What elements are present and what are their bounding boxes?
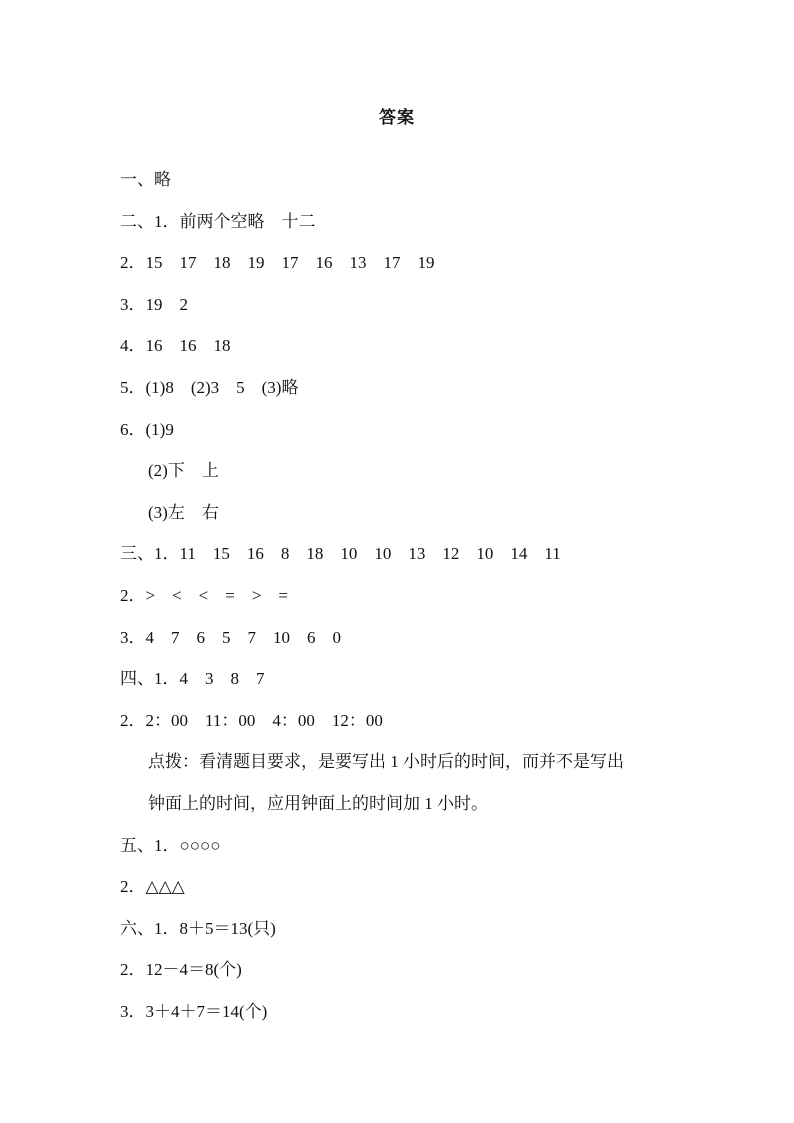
answer-line-4: 3．19 2: [120, 295, 188, 314]
answer-line-18: 2．12－4＝8(个): [120, 960, 242, 979]
hint-line-2: 钟面上的时间，应用钟面上的时间加 1 小时。: [148, 794, 488, 813]
answer-line-12: 3．4 7 6 5 7 10 6 0: [120, 628, 341, 647]
answer-line-19: 3．3＋4＋7＝14(个): [120, 1002, 268, 1021]
answer-line-2: 二、1．前两个空略 十二: [120, 212, 316, 231]
answer-line-13: 四、1．4 3 8 7: [120, 669, 265, 688]
answer-line-14: 2．2：00 11：00 4：00 12：00: [120, 711, 383, 730]
answer-line-17: 六、1．8＋5＝13(只): [120, 919, 276, 938]
answer-line-3: 2．15 17 18 19 17 16 13 17 19: [120, 253, 435, 272]
hint-line-1: 点拨：看清题目要求，是要写出 1 小时后的时间，而并不是写出: [148, 752, 624, 771]
answer-line-1: 一、略: [120, 170, 171, 189]
answer-line-10: 三、1．11 15 16 8 18 10 10 13 12 10 14 11: [120, 544, 561, 563]
page-title: 答案: [379, 108, 415, 127]
answer-line-9: (3)左 右: [148, 503, 219, 522]
answer-line-7: 6．(1)9: [120, 420, 174, 439]
answer-line-5: 4．16 16 18: [120, 336, 231, 355]
answer-line-6: 5．(1)8 (2)3 5 (3)略: [120, 378, 299, 397]
answer-line-15: 五、1．○○○○: [120, 836, 221, 855]
answer-line-8: (2)下 上: [148, 461, 219, 480]
answer-line-16: 2．△△△: [120, 877, 185, 896]
answer-line-11: 2．> < < = > =: [120, 586, 289, 605]
